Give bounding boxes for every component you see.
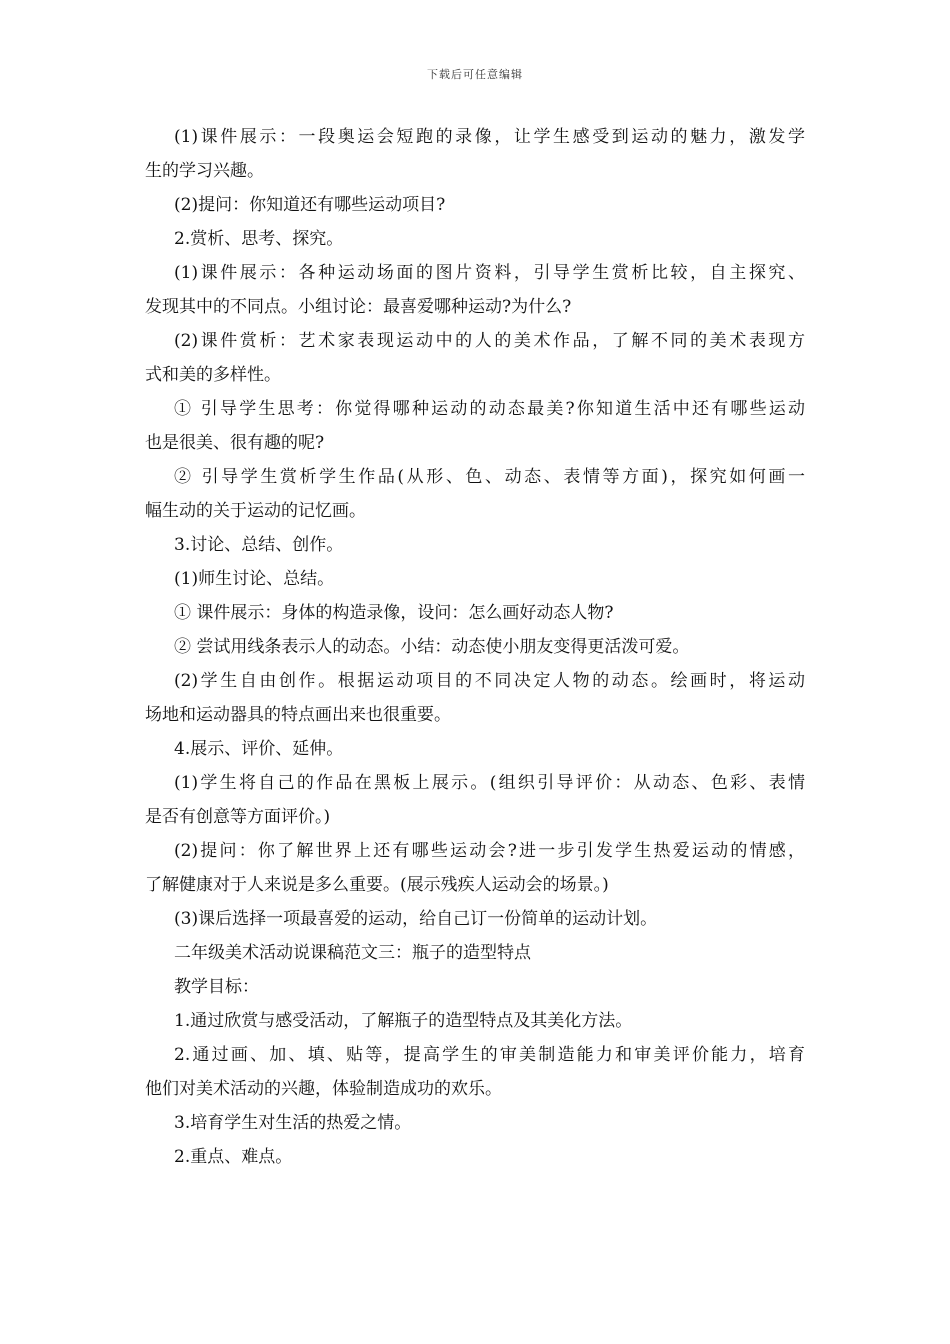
text-line: 场地和运动器具的特点画出来也很重要。 xyxy=(145,705,451,725)
text-line: ① 引导学生思考：你觉得哪种运动的动态最美?你知道生活中还有哪些运动 xyxy=(174,399,805,419)
text-line: ② 引导学生赏析学生作品(从形、色、动态、表情等方面)，探究如何画一 xyxy=(174,467,805,487)
page-header: 下载后可任意编辑 xyxy=(427,68,523,81)
text-line: (3)课后选择一项最喜爱的运动，给自己订一份简单的运动计划。 xyxy=(174,909,658,929)
text-line: 发现其中的不同点。小组讨论：最喜爱哪种运动?为什么? xyxy=(145,297,572,317)
text-line: (1)学生将自己的作品在黑板上展示。(组织引导评价：从动态、色彩、表情 xyxy=(174,773,805,793)
text-line: 3.讨论、总结、创作。 xyxy=(174,535,344,555)
text-line: 教学目标： xyxy=(174,977,259,997)
document-body xyxy=(145,120,805,1174)
text-line: 4.展示、评价、延伸。 xyxy=(174,739,344,759)
text-line: 也是很美、很有趣的呢? xyxy=(145,433,325,453)
text-line: (2)提问：你了解世界上还有哪些运动会?进一步引发学生热爱运动的情感， xyxy=(174,841,805,861)
text-line: 幅生动的关于运动的记忆画。 xyxy=(145,501,366,521)
text-line: (1)课件展示：一段奥运会短跑的录像，让学生感受到运动的魅力，激发学 xyxy=(174,127,805,147)
text-line: (2)课件赏析：艺术家表现运动中的人的美术作品，了解不同的美术表现方 xyxy=(174,331,805,351)
text-line: ① 课件展示：身体的构造录像，设问：怎么画好动态人物? xyxy=(174,603,614,623)
text-line: 生的学习兴趣。 xyxy=(145,161,264,181)
text-line: 1.通过欣赏与感受活动，了解瓶子的造型特点及其美化方法。 xyxy=(174,1011,633,1031)
text-line: (1)师生讨论、总结。 xyxy=(174,569,335,589)
text-line: 他们对美术活动的兴趣，体验制造成功的欢乐。 xyxy=(145,1079,502,1099)
text-line: (1)课件展示：各种运动场面的图片资料，引导学生赏析比较，自主探究、 xyxy=(174,263,805,283)
text-line: 2.重点、难点。 xyxy=(174,1147,293,1167)
text-line: 2.通过画、加、填、贴等，提高学生的审美制造能力和审美评价能力，培育 xyxy=(174,1045,805,1065)
text-line: (2)学生自由创作。根据运动项目的不同决定人物的动态。绘画时，将运动 xyxy=(174,671,805,691)
text-line: 了解健康对于人来说是多么重要。(展示残疾人运动会的场景。) xyxy=(145,875,609,895)
text-line: 3.培育学生对生活的热爱之情。 xyxy=(174,1113,412,1133)
text-line: (2)提问：你知道还有哪些运动项目? xyxy=(174,195,446,215)
text-line: 式和美的多样性。 xyxy=(145,365,281,385)
text-line: 二年级美术活动说课稿范文三：瓶子的造型特点 xyxy=(174,943,531,963)
text-line: 2.赏析、思考、探究。 xyxy=(174,229,344,249)
text-line: 是否有创意等方面评价。) xyxy=(145,807,331,827)
text-line: ② 尝试用线条表示人的动态。小结：动态使小朋友变得更活泼可爱。 xyxy=(174,637,690,657)
